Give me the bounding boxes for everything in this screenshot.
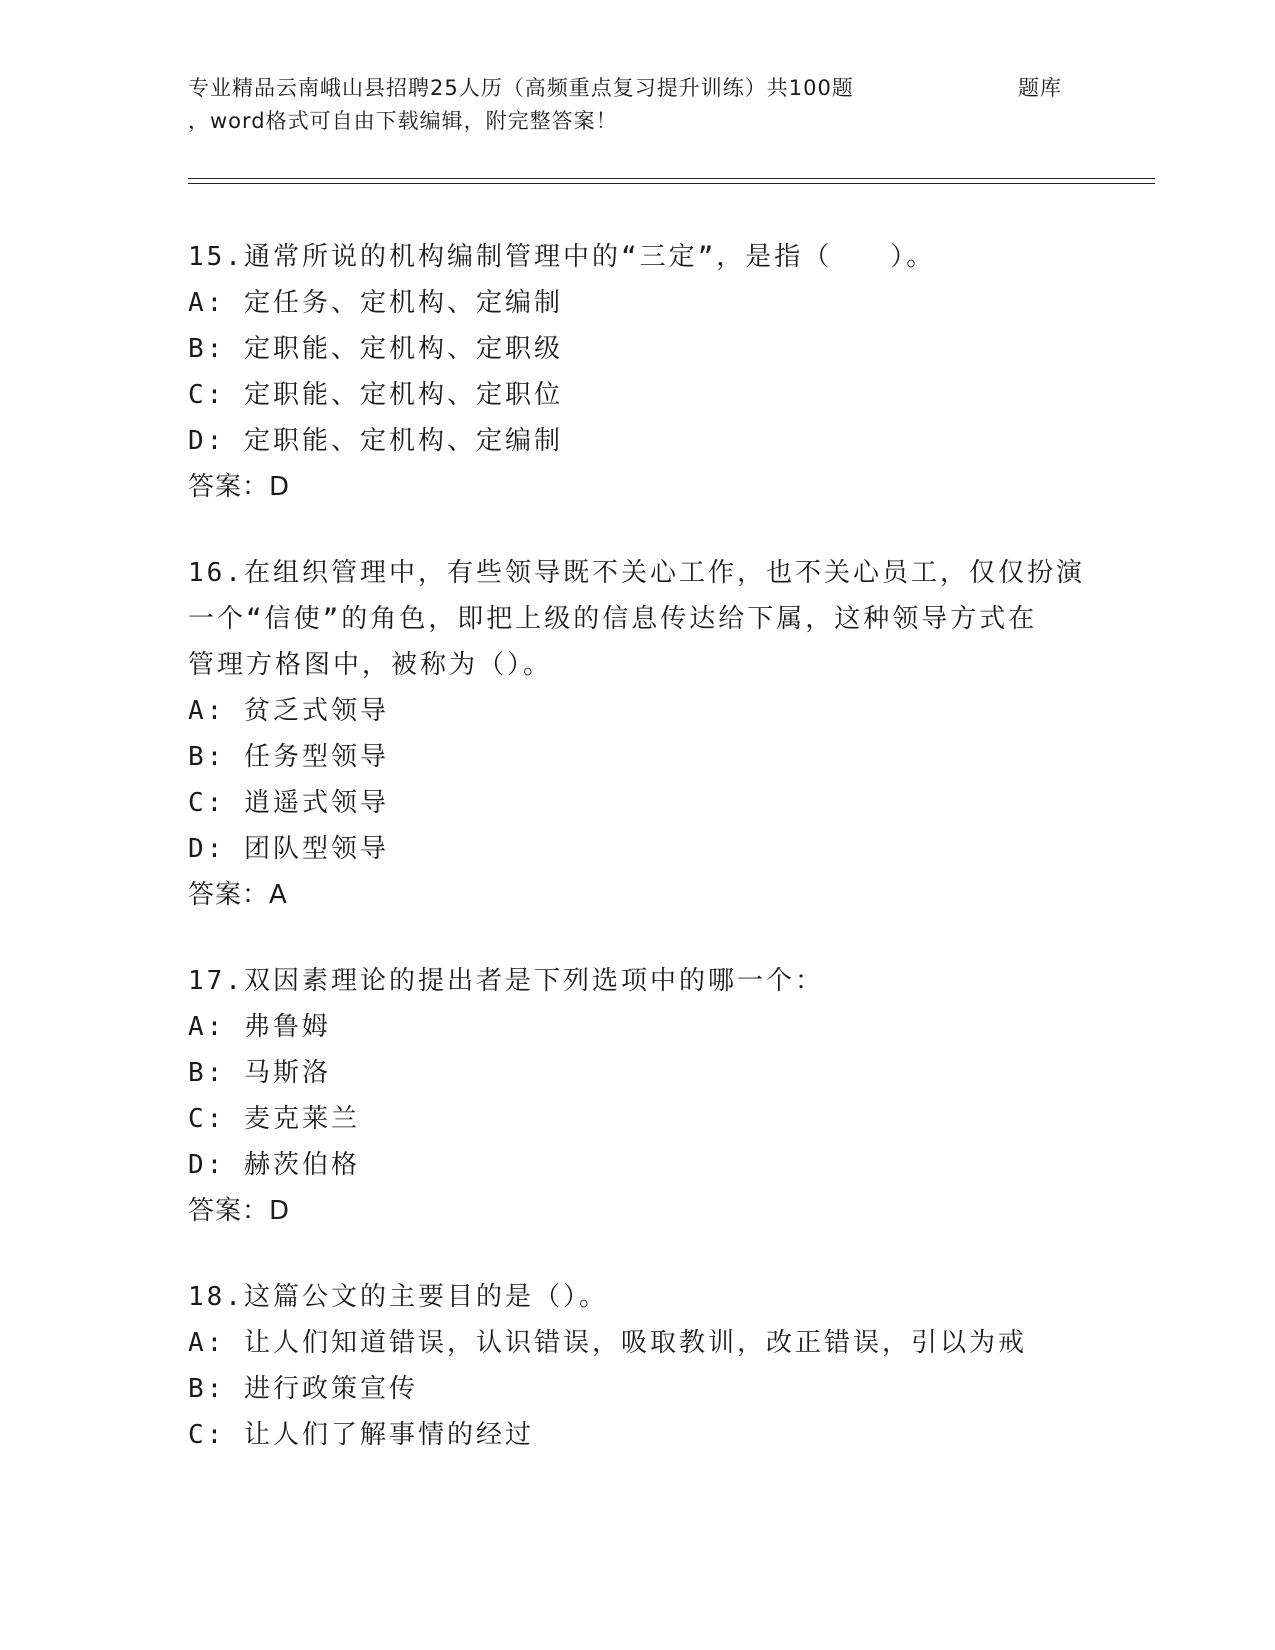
question-stem: 15.通常所说的机构编制管理中的“三定”，是指（ ）。 (188, 242, 936, 272)
header-divider-top (188, 178, 1155, 179)
option-a: A: 弗鲁姆 (188, 1012, 331, 1042)
option-a: A: 贫乏式领导 (188, 696, 389, 726)
option-c: C: 定职能、定机构、定职位 (188, 380, 563, 410)
header-title: 专业精品云南峨山县招聘25人历（高频重点复习提升训练）共100题 (188, 76, 854, 100)
option-b: B: 任务型领导 (188, 742, 389, 772)
question-18 (188, 1274, 1088, 1458)
question-stem: 16.在组织管理中，有些领导既不关心工作，也不关心员工，仅仅扮演 (188, 558, 1085, 588)
question-stem: 17.双因素理论的提出者是下列选项中的哪一个： (188, 966, 824, 996)
header-line-1 (188, 72, 1088, 105)
option-c: C: 逍遥式领导 (188, 788, 389, 818)
answer: 答案：D (188, 472, 291, 502)
option-a: A: 让人们知道错误，认识错误，吸取教训，改正错误，引以为戒 (188, 1328, 1027, 1358)
option-d: D: 赫茨伯格 (188, 1150, 360, 1180)
option-d: D: 团队型领导 (188, 834, 389, 864)
option-d: D: 定职能、定机构、定编制 (188, 426, 563, 456)
question-stem: 一个“信使”的角色，即把上级的信息传达给下属，这种领导方式在 (188, 604, 1038, 634)
question-15 (188, 234, 1088, 510)
question-16 (188, 550, 1088, 918)
question-stem: 18.这篇公文的主要目的是（）。 (188, 1282, 608, 1312)
option-b: B: 定职能、定机构、定职级 (188, 334, 563, 364)
option-c: C: 麦克莱兰 (188, 1104, 360, 1134)
option-a: A: 定任务、定机构、定编制 (188, 288, 563, 318)
answer: 答案：A (188, 880, 288, 910)
header-line-2: ，word格式可自由下载编辑，附完整答案！ (188, 109, 618, 133)
option-c: C: 让人们了解事情的经过 (188, 1420, 534, 1450)
option-b: B: 马斯洛 (188, 1058, 331, 1088)
option-b: B: 进行政策宣传 (188, 1374, 418, 1404)
header-tag: 题库 (1018, 76, 1062, 100)
question-stem: 管理方格图中，被称为（）。 (188, 650, 553, 680)
document-header (188, 72, 1088, 138)
answer: 答案：D (188, 1196, 291, 1226)
question-list (188, 234, 1088, 1498)
question-17 (188, 958, 1088, 1234)
header-divider-bottom (188, 183, 1155, 184)
